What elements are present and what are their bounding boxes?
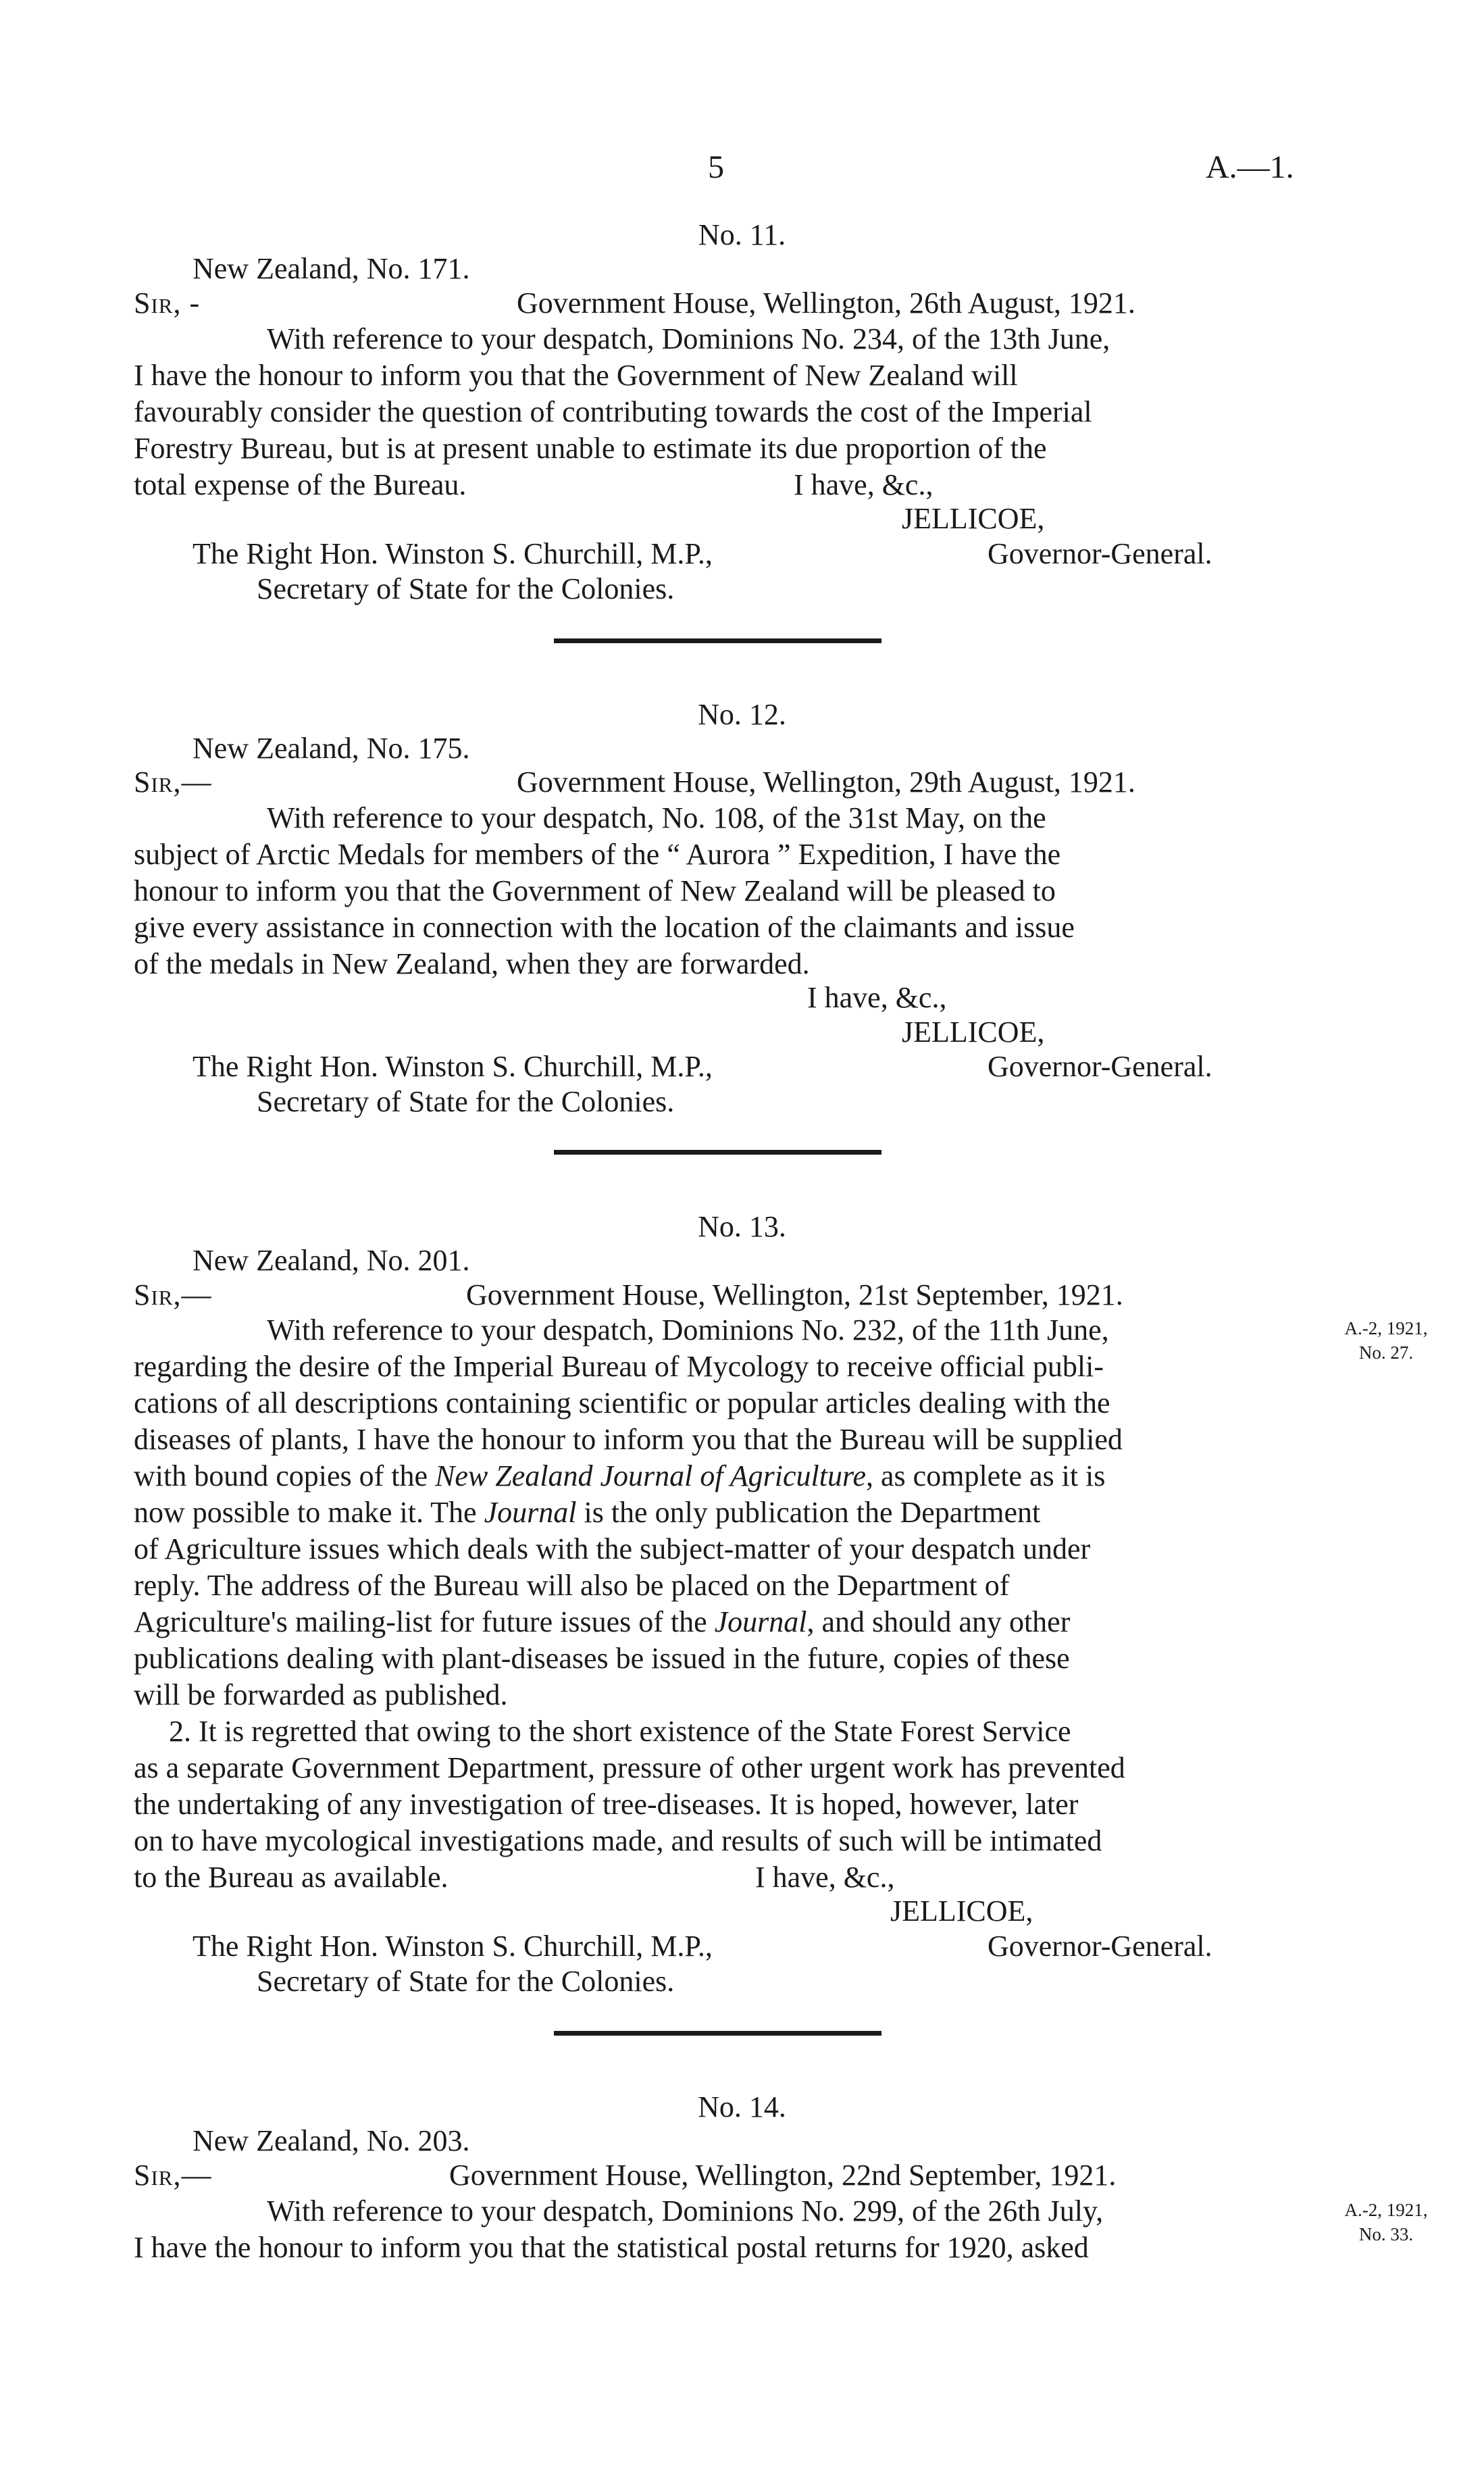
body-line — [134, 1605, 1070, 1639]
margin-reference-line: A.-2, 1921, — [1344, 1318, 1428, 1338]
salutation: Sir,— — [134, 1278, 212, 1311]
body-line: I have the honour to inform you that the Government of New Zealand will — [134, 359, 1018, 392]
page-number: 5 — [708, 149, 724, 185]
dateline: Government House, Wellington, 22nd September, 1921. — [449, 2159, 1117, 2192]
sender-reference: New Zealand, No. 203. — [193, 2124, 470, 2157]
body-line: cations of all descriptions containing scientific or popular articles dealing with the — [134, 1386, 1110, 1419]
body-line: of Agriculture issues which deals with the subject-matter of your despatch under — [134, 1532, 1091, 1565]
body-line: honour to inform you that the Government of New Zealand will be pleased to — [134, 874, 1056, 907]
signatory-title: Governor-General. — [988, 1050, 1212, 1083]
recipient-role: Secretary of State for the Colonies. — [257, 1965, 675, 1998]
salutation: Sir, - — [134, 286, 201, 320]
body-line: to the Bureau as available. — [134, 1861, 449, 1894]
body-line: of the medals in New Zealand, when they are forwarded. — [134, 947, 810, 980]
section-divider — [554, 1150, 881, 1155]
body-line: 2. It is regretted that owing to the short existence of the State Forest Service — [169, 1715, 1071, 1748]
dateline: Government House, Wellington, 26th August, 1921. — [517, 286, 1135, 320]
body-line: give every assistance in connection with the location of the claimants and issue — [134, 911, 1075, 944]
body-text: now possible to make it. The — [134, 1496, 477, 1529]
sender-reference: New Zealand, No. 171. — [193, 252, 470, 285]
body-line: With reference to your despatch, No. 108, of the 31st May, on the — [267, 801, 1046, 834]
signatory-title: Governor-General. — [988, 1930, 1212, 1963]
publication-title: Journal — [714, 1605, 807, 1638]
body-line: regarding the desire of the Imperial Bureau of Mycology to receive official publi- — [134, 1350, 1104, 1383]
section-divider — [554, 2031, 881, 2036]
section-divider — [554, 638, 881, 643]
publication-title: New Zealand Journal of Agriculture — [435, 1459, 867, 1492]
body-line: subject of Arctic Medals for members of the “ Aurora ” Expedition, I have the — [134, 838, 1061, 871]
recipient-role: Secretary of State for the Colonies. — [257, 572, 675, 605]
body-line: reply. The address of the Bureau will also be placed on the Department of — [134, 1569, 1010, 1602]
body-line: favourably consider the question of contributing towards the cost of the Imperial — [134, 395, 1092, 428]
signature: JELLICOE, — [902, 502, 1045, 535]
margin-reference-line: A.-2, 1921, — [1344, 2200, 1428, 2220]
salutation: Sir,— — [134, 765, 212, 799]
margin-reference-line: No. 27. — [1358, 1342, 1414, 1363]
body-line: With reference to your despatch, Dominions No. 299, of the 26th July, — [267, 2194, 1104, 2228]
letter-number: No. 12. — [698, 698, 786, 731]
body-line: on to have mycological investigations made, and results of such will be intimated — [134, 1824, 1102, 1857]
closing: I have, &c., — [794, 468, 933, 501]
margin-reference-line: No. 33. — [1358, 2224, 1414, 2244]
body-line: diseases of plants, I have the honour to inform you that the Bureau will be supplied — [134, 1423, 1123, 1456]
body-text: , as complete as it is — [866, 1459, 1106, 1492]
dateline: Government House, Wellington, 21st September, 1921. — [466, 1278, 1123, 1311]
body-text: with bound copies of the — [134, 1459, 428, 1492]
signature: JELLICOE, — [902, 1015, 1045, 1049]
body-line: publications dealing with plant-diseases be issued in the future, copies of these — [134, 1642, 1070, 1675]
body-line: the undertaking of any investigation of tree-diseases. It is hoped, however, later — [134, 1788, 1079, 1821]
body-line: total expense of the Bureau. — [134, 468, 467, 501]
document-reference: A.—1. — [1206, 149, 1294, 185]
recipient-name: The Right Hon. Winston S. Churchill, M.P., — [193, 537, 713, 570]
recipient-role: Secretary of State for the Colonies. — [257, 1085, 675, 1118]
body-text: , and should any other — [807, 1605, 1071, 1638]
body-line: I have the honour to inform you that the statistical postal returns for 1920, asked — [134, 2231, 1089, 2264]
body-text: Agriculture's mailing-list for future issues of the — [134, 1605, 707, 1638]
body-line: as a separate Government Department, pressure of other urgent work has prevented — [134, 1751, 1125, 1784]
sender-reference: New Zealand, No. 175. — [193, 732, 470, 765]
letter-number: No. 14. — [698, 2090, 786, 2123]
signatory-title: Governor-General. — [988, 537, 1212, 570]
recipient-name: The Right Hon. Winston S. Churchill, M.P., — [193, 1050, 713, 1083]
sender-reference: New Zealand, No. 201. — [193, 1244, 470, 1277]
letter-number: No. 13. — [698, 1210, 786, 1243]
margin-reference — [1319, 1316, 1454, 1365]
body-line — [134, 1495, 1040, 1530]
closing: I have, &c., — [807, 981, 947, 1014]
signature: JELLICOE, — [890, 1894, 1033, 1928]
body-text: is the only publication the Department — [584, 1496, 1041, 1529]
letter-number: No. 11. — [698, 218, 786, 251]
dateline: Government House, Wellington, 29th August, 1921. — [517, 765, 1135, 799]
recipient-name: The Right Hon. Winston S. Churchill, M.P., — [193, 1930, 713, 1963]
body-line — [134, 1459, 1105, 1493]
body-line: With reference to your despatch, Dominions No. 234, of the 13th June, — [267, 322, 1110, 355]
body-line: With reference to your despatch, Dominions No. 232, of the 11th June, — [267, 1313, 1109, 1347]
closing: I have, &c., — [755, 1861, 895, 1894]
body-line: will be forwarded as published. — [134, 1678, 508, 1711]
publication-title: Journal — [484, 1496, 577, 1529]
salutation: Sir,— — [134, 2159, 212, 2192]
body-line: Forestry Bureau, but is at present unable to estimate its due proportion of the — [134, 432, 1047, 465]
margin-reference — [1319, 2198, 1454, 2246]
